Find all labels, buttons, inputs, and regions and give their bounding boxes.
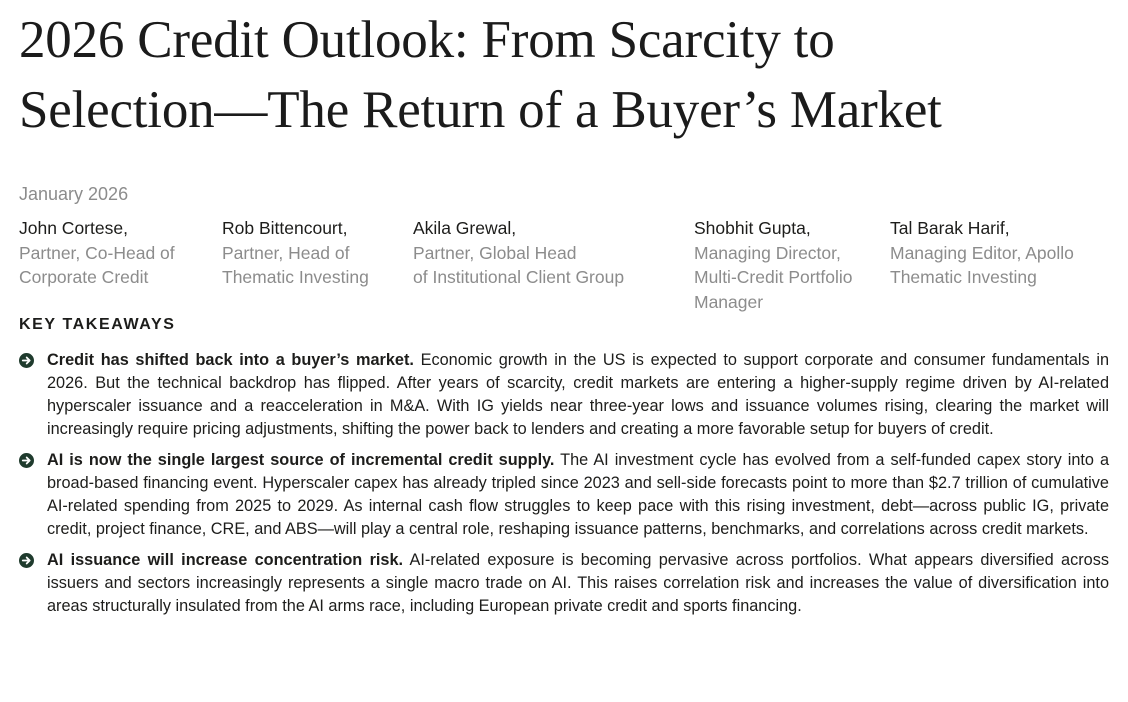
takeaway-body: AI-related exposure is becoming pervasive across portfolios. What appears diversified across issuers and sectors increasingly represents a single macro trade on AI. This raises correlation risk and increases the value of diversification into areas structurally insulated from the AI arms race, including European private credit and sports financing. bbox=[47, 551, 1109, 615]
author-name: Akila Grewal, bbox=[413, 218, 517, 238]
author-role: Managing Editor, Apollo Thematic Investing bbox=[890, 242, 1074, 287]
author-akila-grewal bbox=[413, 216, 624, 290]
arrow-circle-right-icon bbox=[19, 553, 34, 568]
author-john-cortese bbox=[19, 216, 175, 290]
author-role: Partner, Global Head of Institutional Client Group bbox=[413, 242, 625, 287]
author-list bbox=[19, 216, 1109, 312]
author-name: Tal Barak Harif, bbox=[890, 218, 1010, 238]
takeaway-item bbox=[19, 349, 1109, 441]
key-takeaways-heading: KEY TAKEAWAYS bbox=[19, 316, 176, 333]
takeaway-lead: AI issuance will increase concentration risk. bbox=[47, 551, 404, 569]
author-name: John Cortese, bbox=[19, 218, 128, 238]
takeaway-item bbox=[19, 449, 1109, 541]
author-name: Rob Bittencourt, bbox=[222, 218, 348, 238]
document-page bbox=[19, 0, 1109, 626]
author-role: Managing Director, Multi-Credit Portfolio Manager bbox=[694, 242, 853, 312]
takeaway-lead: AI is now the single largest source of incremental credit supply. bbox=[47, 451, 555, 469]
takeaway-item bbox=[19, 549, 1109, 618]
author-role: Partner, Head of Thematic Investing bbox=[222, 242, 369, 287]
author-shobhit-gupta bbox=[694, 216, 853, 314]
publication-date: January 2026 bbox=[19, 184, 129, 204]
author-name: Shobhit Gupta, bbox=[694, 218, 811, 238]
arrow-circle-right-icon bbox=[19, 353, 34, 368]
takeaway-body: The AI investment cycle has evolved from a self-funded capex story into a broad-based financing event. Hyperscaler capex has already tripled since 2023 and sell-side forecasts point to more than $2.7 trillion of cumulative AI-related spending from 2025 to 2029. As internal cash flow struggles to keep pace with this rising investment, debt—across public IG, private credit, project finance, CRE, and ABS—will play a central role, reshaping issuance patterns, benchmarks, and correlations across credit markets. bbox=[47, 451, 1110, 538]
author-tal-barak-harif bbox=[890, 216, 1074, 290]
author-role: Partner, Co-Head of Corporate Credit bbox=[19, 242, 175, 287]
author-rob-bittencourt bbox=[222, 216, 369, 290]
takeaway-body: Economic growth in the US is expected to support corporate and consumer fundamentals in 2026. But the technical backdrop has flipped. After years of scarcity, credit markets are entering a higher-supply regime driven by AI-related hyperscaler issuance and a reacceleration in M&A. With IG yields near three-year lows and issuance volumes rising, clearing the market will increasingly require pricing adjustments, shifting the power back to lenders and creating a more favorable setup for buyers of credit. bbox=[47, 351, 1110, 438]
page-title bbox=[19, 5, 1109, 145]
takeaways-list bbox=[19, 349, 1109, 618]
takeaway-lead: Credit has shifted back into a buyer’s market. bbox=[47, 351, 414, 369]
arrow-circle-right-icon bbox=[19, 453, 34, 468]
title-line-2: Selection—The Return of a Buyer’s Market bbox=[19, 81, 942, 139]
title-line-1: 2026 Credit Outlook: From Scarcity to bbox=[19, 11, 835, 69]
